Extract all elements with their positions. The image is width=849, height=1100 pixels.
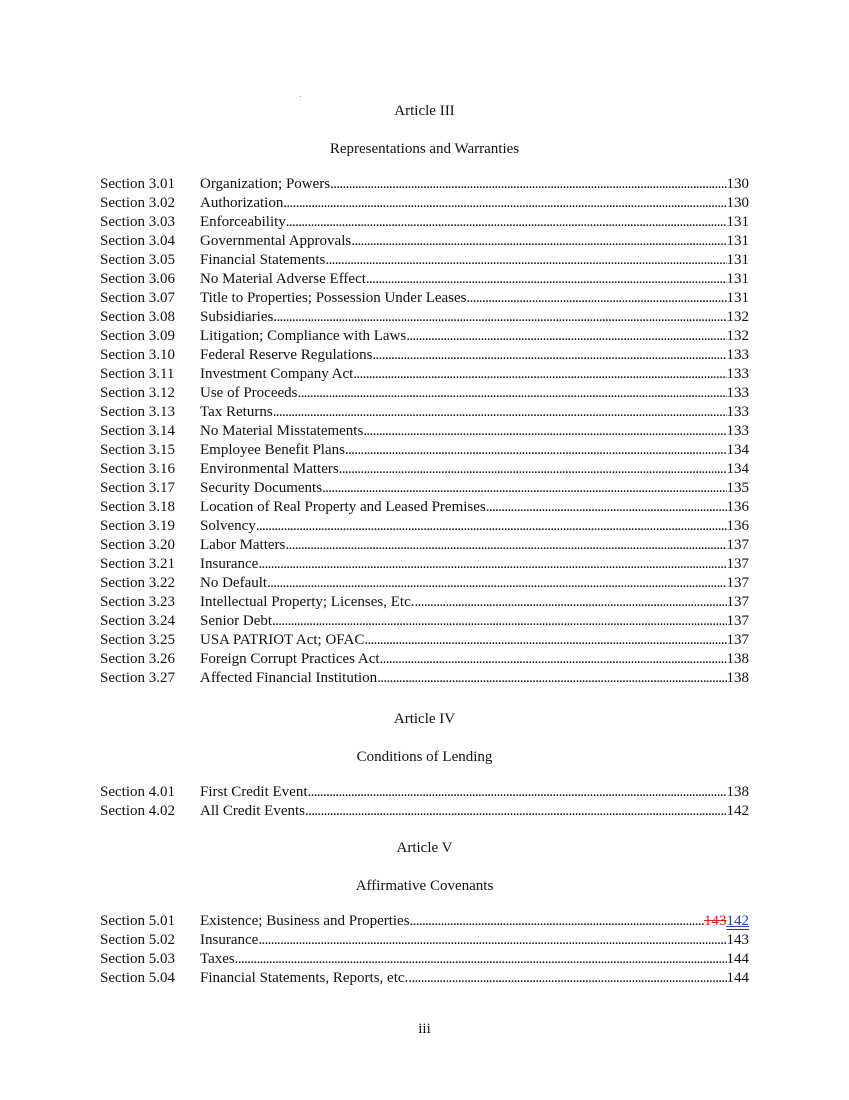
toc-row[interactable] <box>100 384 749 403</box>
toc-entry <box>200 232 749 251</box>
section-number: Section 3.07 <box>100 290 175 306</box>
dot-leader <box>285 536 726 555</box>
dot-leader <box>410 912 704 931</box>
toc-row[interactable] <box>100 289 749 308</box>
toc-entry <box>200 612 749 631</box>
section-number: Section 3.12 <box>100 385 175 401</box>
page-reference: 134 <box>726 461 749 477</box>
section-title: Senior Debt <box>200 613 273 629</box>
section-number: Section 3.19 <box>100 518 175 534</box>
toc-entry <box>200 912 749 931</box>
section-title: Tax Returns <box>200 404 273 420</box>
section-number: Section 5.04 <box>100 970 175 986</box>
section-number: Section 3.27 <box>100 670 175 686</box>
section-number: Section 5.02 <box>100 932 175 948</box>
section-number: Section 3.09 <box>100 328 175 344</box>
dot-leader <box>467 289 727 308</box>
page-reference: 137 <box>726 537 749 553</box>
dot-leader <box>351 232 726 251</box>
dot-leader <box>267 574 726 593</box>
toc-row[interactable] <box>100 327 749 346</box>
toc-entry <box>200 931 749 950</box>
dot-leader <box>235 950 727 969</box>
dot-leader <box>345 441 727 460</box>
section-number: Section 5.03 <box>100 951 175 967</box>
dot-leader <box>406 327 726 346</box>
page-reference: 135 <box>726 480 749 496</box>
dot-leader <box>353 365 726 384</box>
section-number: Section 3.20 <box>100 537 175 553</box>
toc-entry <box>200 346 749 365</box>
page-reference: 136 <box>726 518 749 534</box>
section-title: Federal Reserve Regulations <box>200 347 373 363</box>
toc-row[interactable] <box>100 802 749 821</box>
toc-row[interactable] <box>100 517 749 536</box>
toc-row[interactable] <box>100 669 749 688</box>
page-reference: 136 <box>726 499 749 515</box>
toc-row[interactable] <box>100 555 749 574</box>
page-reference: 143 <box>726 932 749 948</box>
section-number: Section 3.11 <box>100 366 175 382</box>
section-title: Location of Real Property and Leased Premises <box>200 499 486 515</box>
toc-entry <box>200 194 749 213</box>
toc-row[interactable] <box>100 251 749 270</box>
toc-entry <box>200 460 749 479</box>
dot-leader <box>322 479 726 498</box>
toc-row[interactable] <box>100 593 749 612</box>
dot-leader <box>377 669 726 688</box>
section-title: No Material Adverse Effect <box>200 271 366 287</box>
toc-entry <box>200 441 749 460</box>
toc-entry <box>200 517 749 536</box>
page-reference: 144 <box>726 951 749 967</box>
dot-leader <box>272 612 726 631</box>
page-reference: 133 <box>726 347 749 363</box>
toc-entry <box>200 498 749 517</box>
toc-entry <box>200 536 749 555</box>
dot-leader <box>408 969 726 988</box>
toc-entry <box>200 479 749 498</box>
article-4-toc <box>100 783 749 821</box>
toc-row[interactable] <box>100 460 749 479</box>
section-title: Subsidiaries <box>200 309 274 325</box>
toc-entry <box>200 969 749 988</box>
section-number: Section 3.05 <box>100 252 175 268</box>
toc-row[interactable] <box>100 950 749 969</box>
section-title: Use of Proceeds <box>200 385 298 401</box>
page-reference: 131 <box>726 271 749 287</box>
section-number: Section 3.13 <box>100 404 175 420</box>
page-reference: 132 <box>726 309 749 325</box>
dot-leader <box>339 460 727 479</box>
page-reference: 130 <box>726 195 749 211</box>
section-number: Section 3.14 <box>100 423 175 439</box>
section-title: Solvency <box>200 518 256 534</box>
section-title: Foreign Corrupt Practices Act <box>200 651 380 667</box>
toc-row[interactable] <box>100 308 749 327</box>
toc-row[interactable] <box>100 194 749 213</box>
toc-row[interactable] <box>100 536 749 555</box>
article-4-subtitle: Conditions of Lending <box>356 749 493 765</box>
page-number: iii <box>418 1021 431 1037</box>
page-reference: 137 <box>726 556 749 572</box>
toc-row[interactable] <box>100 783 749 802</box>
section-title: No Material Misstatements <box>200 423 364 439</box>
section-number: Section 4.01 <box>100 784 175 800</box>
toc-entry <box>200 593 749 612</box>
section-title: Organization; Powers <box>200 176 331 192</box>
toc-entry <box>200 289 749 308</box>
dot-leader <box>372 346 726 365</box>
section-number: Section 3.06 <box>100 271 175 287</box>
toc-entry <box>200 175 749 194</box>
section-title: No Default <box>200 575 268 591</box>
toc-entry <box>200 270 749 289</box>
page-reference: 133 <box>726 385 749 401</box>
toc-entry <box>200 251 749 270</box>
section-title: Employee Benefit Plans <box>200 442 345 458</box>
toc-row[interactable] <box>100 175 749 194</box>
deleted-page-number: 143 <box>704 913 727 929</box>
dot-leader <box>486 498 727 517</box>
toc-entry <box>200 574 749 593</box>
toc-entry <box>200 308 749 327</box>
toc-row[interactable] <box>100 631 749 650</box>
dot-leader <box>258 931 726 950</box>
inserted-page-number: 142 <box>726 913 749 929</box>
dot-leader <box>364 631 726 650</box>
section-number: Section 3.23 <box>100 594 175 610</box>
section-title: Governmental Approvals <box>200 233 352 249</box>
page-reference: 142 <box>726 803 749 819</box>
section-number: Section 3.22 <box>100 575 175 591</box>
section-number: Section 3.10 <box>100 347 175 363</box>
page-reference: 144 <box>726 970 749 986</box>
page-reference: 130 <box>726 176 749 192</box>
toc-row[interactable] <box>100 422 749 441</box>
section-number: Section 3.02 <box>100 195 175 211</box>
section-number: Section 3.01 <box>100 176 175 192</box>
page-reference: 133 <box>726 423 749 439</box>
dot-leader <box>273 403 727 422</box>
dot-leader <box>286 213 727 232</box>
dot-leader <box>366 270 727 289</box>
toc-row[interactable] <box>100 441 749 460</box>
article-5-subtitle: Affirmative Covenants <box>355 878 494 894</box>
toc-entry <box>200 783 749 802</box>
toc-entry <box>200 950 749 969</box>
page-reference: 132 <box>726 328 749 344</box>
toc-entry <box>200 327 749 346</box>
dot-leader <box>308 783 727 802</box>
section-number: Section 4.02 <box>100 803 175 819</box>
section-number: Section 3.26 <box>100 651 175 667</box>
section-title: Financial Statements <box>200 252 326 268</box>
article-5-title: Article V <box>396 840 453 856</box>
toc-row[interactable] <box>100 346 749 365</box>
toc-entry <box>200 365 749 384</box>
toc-row[interactable] <box>100 232 749 251</box>
article-3-toc <box>100 175 749 688</box>
section-number: Section 3.17 <box>100 480 175 496</box>
page-reference: 138 <box>726 784 749 800</box>
page-reference: 137 <box>726 575 749 591</box>
section-title: Insurance <box>200 556 259 572</box>
section-title: Enforceability <box>200 214 286 230</box>
toc-row[interactable] <box>100 498 749 517</box>
toc-row[interactable] <box>100 574 749 593</box>
section-title: Title to Properties; Possession Under Leases <box>200 290 467 306</box>
toc-entry <box>200 631 749 650</box>
section-title: Financial Statements, Reports, etc. <box>200 970 409 986</box>
section-number: Section 3.21 <box>100 556 175 572</box>
section-number: Section 3.03 <box>100 214 175 230</box>
page-reference: 137 <box>726 632 749 648</box>
toc-entry <box>200 650 749 669</box>
section-title: All Credit Events <box>200 803 305 819</box>
page-reference: 131 <box>726 214 749 230</box>
article-3-subtitle: Representations and Warranties <box>329 141 520 157</box>
section-title: Environmental Matters <box>200 461 339 477</box>
toc-entry <box>200 403 749 422</box>
article-3-title: Article III <box>394 103 455 119</box>
page-reference: 138 <box>726 670 749 686</box>
dot-leader <box>297 384 726 403</box>
section-number: Section 3.04 <box>100 233 175 249</box>
article-4-title: Article IV <box>393 711 456 727</box>
section-number: Section 3.15 <box>100 442 175 458</box>
page-reference: 131 <box>726 233 749 249</box>
toc-row[interactable] <box>100 270 749 289</box>
page-reference: 134 <box>726 442 749 458</box>
page-reference: 131 <box>726 290 749 306</box>
dot-leader <box>273 308 726 327</box>
page-reference: 133 <box>726 404 749 420</box>
page-reference: 131 <box>726 252 749 268</box>
toc-row[interactable] <box>100 365 749 384</box>
section-title: Intellectual Property; Licenses, Etc. <box>200 594 415 610</box>
toc-entry <box>200 669 749 688</box>
toc-entry <box>200 422 749 441</box>
page-reference: 138 <box>726 651 749 667</box>
section-title: Affected Financial Institution <box>200 670 378 686</box>
toc-row[interactable] <box>100 912 749 931</box>
section-title: Investment Company Act <box>200 366 354 382</box>
toc-row[interactable] <box>100 969 749 988</box>
toc-row[interactable] <box>100 479 749 498</box>
toc-row[interactable] <box>100 403 749 422</box>
toc-row[interactable] <box>100 612 749 631</box>
section-number: Section 3.24 <box>100 613 175 629</box>
toc-row[interactable] <box>100 650 749 669</box>
section-title: Security Documents <box>200 480 323 496</box>
section-number: Section 5.01 <box>100 913 175 929</box>
toc-entry <box>200 802 749 821</box>
section-title: USA PATRIOT Act; OFAC <box>200 632 365 648</box>
dot-leader <box>415 593 727 612</box>
section-number: Section 3.25 <box>100 632 175 648</box>
toc-row[interactable] <box>100 931 749 950</box>
dot-leader <box>330 175 726 194</box>
toc-row[interactable] <box>100 213 749 232</box>
section-title: Authorization <box>200 195 284 211</box>
dot-leader <box>256 517 727 536</box>
section-number: Section 3.16 <box>100 461 175 477</box>
toc-entry <box>200 384 749 403</box>
section-title: Litigation; Compliance with Laws <box>200 328 407 344</box>
toc-entry <box>200 555 749 574</box>
page-reference: 133 <box>726 366 749 382</box>
section-title: First Credit Event <box>200 784 308 800</box>
section-number: Section 3.18 <box>100 499 175 515</box>
article-5-toc <box>100 912 749 988</box>
section-number: Section 3.08 <box>100 309 175 325</box>
dot-leader <box>258 555 726 574</box>
dot-leader <box>283 194 726 213</box>
section-title: Insurance <box>200 932 259 948</box>
stray-mark <box>300 96 301 97</box>
section-title: Labor Matters <box>200 537 286 553</box>
dot-leader <box>363 422 726 441</box>
page-reference: 137 <box>726 613 749 629</box>
dot-leader <box>325 251 726 270</box>
section-title: Existence; Business and Properties <box>200 913 410 929</box>
toc-entry <box>200 213 749 232</box>
dot-leader <box>305 802 727 821</box>
page-reference: 137 <box>726 594 749 610</box>
dot-leader <box>380 650 727 669</box>
section-title: Taxes <box>200 951 235 967</box>
page-reference <box>704 912 749 931</box>
